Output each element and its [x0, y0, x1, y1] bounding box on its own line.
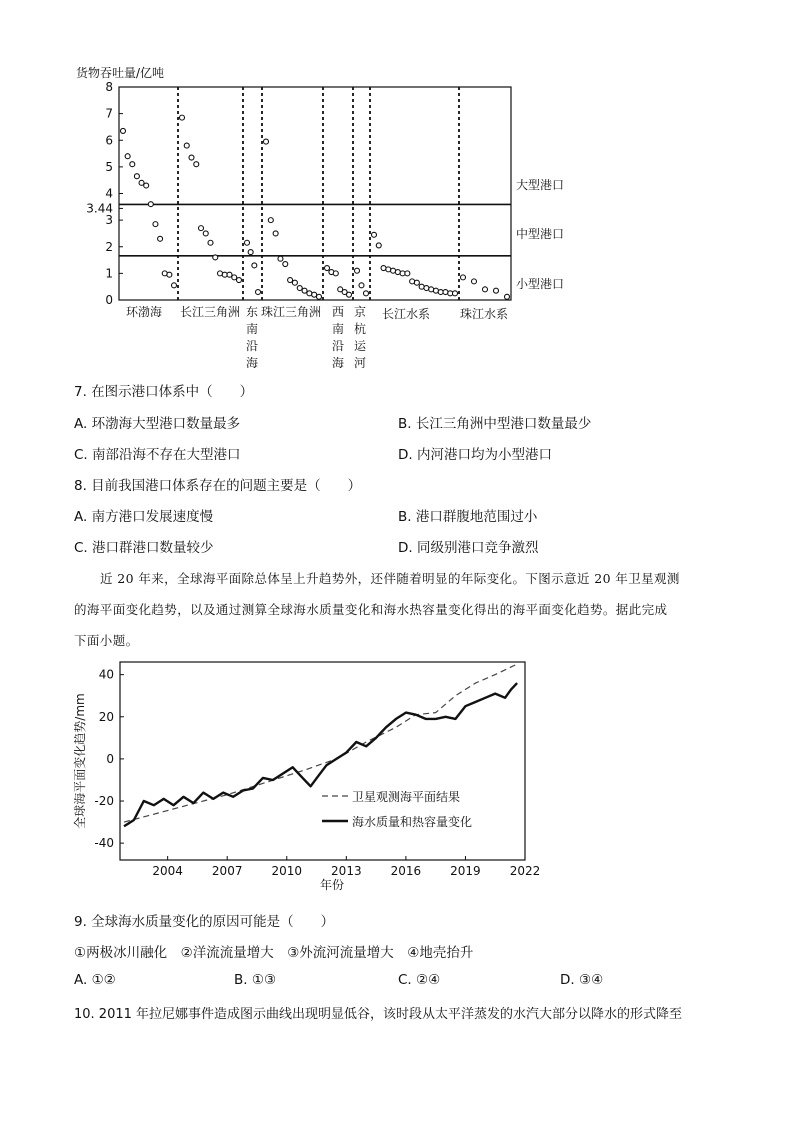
question-9-option-c[interactable]: C. ②④ — [398, 972, 441, 988]
port-data-point — [461, 275, 466, 280]
chart2-y-tick-label: 0 — [106, 751, 114, 766]
port-data-point — [297, 286, 302, 291]
port-data-point — [148, 202, 153, 207]
port-data-point — [505, 294, 510, 299]
port-data-point — [364, 291, 369, 296]
zone-label-medium: 中型港口 — [516, 227, 565, 241]
zone-label-large: 大型港口 — [516, 178, 565, 192]
port-data-point — [278, 256, 283, 261]
chart1-y-tick-label: 3.44 — [86, 201, 113, 216]
region-label-pearl-system: 珠江水系 — [460, 307, 509, 321]
chart2-y-tick-label: 40 — [98, 667, 114, 682]
port-data-point — [264, 139, 269, 144]
chart2-x-tick-label: 2013 — [331, 864, 362, 878]
region-label-yangtze-system: 长江水系 — [382, 307, 431, 321]
question-9-option-a[interactable]: A. ①② — [74, 972, 116, 988]
question-7-option-b[interactable]: B. 长江三角洲中型港口数量最少 — [398, 416, 592, 432]
sea-level-trend-chart — [60, 655, 540, 900]
port-data-point — [252, 263, 257, 268]
chart2-plot-frame — [120, 662, 525, 860]
chart2-y-tick-label: -20 — [94, 794, 114, 809]
port-data-point — [199, 226, 204, 231]
chart1-y-tick-label: 7 — [105, 106, 113, 121]
port-data-point — [273, 231, 278, 236]
chart1-y-tick-label: 2 — [105, 239, 113, 254]
port-data-point — [245, 240, 250, 245]
passage-line-1: 近 20 年来，全球海平面除总体呈上升趋势外，还伴随着明显的年际变化。下图示意近 20 年卫星观测 — [100, 571, 680, 586]
mass-heat-capacity-series — [124, 683, 517, 826]
port-data-point — [232, 275, 237, 280]
chart2-x-tick-label: 2016 — [390, 864, 422, 878]
port-data-point — [376, 243, 381, 248]
port-data-point — [292, 280, 297, 285]
port-data-point — [194, 162, 199, 167]
port-data-point — [248, 250, 253, 255]
port-data-point — [414, 280, 419, 285]
port-data-point — [125, 154, 130, 159]
passage-line-2: 的海平面变化趋势，以及通过测算全球海水质量变化和海水热容量变化得出的海平面变化趋势。据此完成 — [74, 602, 668, 617]
chart2-x-tick-label: 2022 — [509, 864, 540, 878]
question-7-option-c[interactable]: C. 南部沿海不存在大型港口 — [74, 447, 241, 463]
region-label-southeast-coast: 东南沿海 — [245, 305, 259, 370]
chart2-x-tick-label: 2019 — [450, 864, 481, 878]
legend-mass-heat-label: 海水质量和热容量变化 — [352, 815, 473, 829]
port-data-point — [317, 294, 322, 299]
question-8-option-b[interactable]: B. 港口群腹地范围过小 — [398, 509, 538, 525]
port-data-point — [347, 292, 352, 297]
port-data-point — [153, 222, 158, 227]
question-7-stem: 7. 在图示港口体系中（ ） — [74, 384, 254, 400]
port-data-point — [355, 268, 360, 273]
port-data-point — [288, 278, 293, 283]
question-7-option-a[interactable]: A. 环渤海大型港口数量最多 — [74, 416, 241, 432]
legend-satellite-label: 卫星观测海平面结果 — [352, 790, 461, 804]
port-data-point — [130, 162, 135, 167]
question-8-stem: 8. 目前我国港口体系存在的问题主要是（ ） — [74, 478, 362, 494]
question-8-option-d[interactable]: D. 同级别港口竞争激烈 — [398, 540, 539, 556]
question-9-stem: 9. 全球海水质量变化的原因可能是（ ） — [74, 914, 335, 930]
port-data-point — [302, 288, 307, 293]
port-data-point — [184, 143, 189, 148]
chart1-y-tick-label: 5 — [105, 159, 113, 174]
port-data-point — [237, 278, 242, 283]
question-8-option-c[interactable]: C. 港口群港口数量较少 — [74, 540, 214, 556]
chart1-y-tick-label: 3 — [105, 213, 113, 228]
port-data-point — [312, 292, 317, 297]
port-data-point — [372, 232, 377, 237]
port-data-point — [172, 283, 177, 288]
region-label-southwest-coast: 西南沿海 — [331, 305, 345, 370]
chart2-y-tick-label: 20 — [98, 709, 114, 724]
port-data-point — [158, 236, 163, 241]
region-label-yangtze-delta: 长江三角洲 — [180, 305, 241, 319]
port-data-point — [121, 128, 126, 133]
chart2-x-tick-label: 2007 — [211, 864, 243, 878]
port-data-point — [180, 115, 185, 120]
region-label-bohai: 环渤海 — [126, 305, 163, 319]
port-data-point — [494, 288, 499, 293]
port-data-point — [359, 283, 364, 288]
chart1-y-tick-label: 8 — [105, 80, 113, 94]
question-10-stem: 10. 2011 年拉尼娜事件造成图示曲线出现明显低谷，该时段从太平洋蒸发的水汽大部分以降水的形式降至 — [74, 1007, 683, 1022]
port-data-point — [203, 231, 208, 236]
question-9-option-d[interactable]: D. ③④ — [560, 972, 604, 988]
port-data-point — [167, 272, 172, 277]
chart2-x-tick-label: 2004 — [152, 864, 183, 878]
port-data-point — [208, 240, 213, 245]
question-9-option-b[interactable]: B. ①③ — [234, 972, 277, 988]
chart1-y-tick-label: 4 — [105, 186, 113, 201]
port-data-point — [213, 255, 218, 260]
port-data-point — [483, 287, 488, 292]
region-label-pearl-delta: 珠江三角洲 — [261, 305, 322, 319]
chart1-y-tick-label: 1 — [105, 266, 113, 281]
port-data-point — [453, 291, 458, 296]
port-data-point — [256, 290, 261, 295]
port-data-point — [189, 155, 194, 160]
port-data-point — [268, 218, 273, 223]
zone-label-small: 小型港口 — [516, 277, 565, 291]
question-7-option-d[interactable]: D. 内河港口均为小型港口 — [398, 447, 552, 463]
chart2-y-tick-label: -40 — [94, 836, 114, 851]
port-data-point — [307, 291, 312, 296]
chart2-x-tick-label: 2010 — [271, 864, 303, 878]
port-data-point — [283, 262, 288, 267]
question-9-items: ①两极冰川融化 ②洋流流量增大 ③外流河流量增大 ④地壳抬升 — [74, 945, 474, 961]
port-data-point — [325, 266, 330, 271]
chart2-y-axis-title: 全球海平面变化趋势/mm — [73, 693, 87, 829]
question-8-option-a[interactable]: A. 南方港口发展速度慢 — [74, 509, 214, 525]
port-throughput-chart — [0, 0, 794, 370]
port-data-point — [144, 183, 149, 188]
chart2-x-axis-title: 年份 — [319, 878, 345, 892]
chart1-y-tick-label: 6 — [105, 133, 113, 148]
port-data-point — [227, 272, 232, 277]
chart1-y-axis-title: 货物吞吐量/亿吨 — [76, 66, 165, 80]
port-data-point — [333, 271, 338, 276]
port-data-point — [472, 279, 477, 284]
port-data-point — [134, 174, 139, 179]
passage-line-3: 下面小题。 — [74, 633, 139, 648]
region-label-grand-canal: 京杭运河 — [353, 305, 367, 370]
chart1-y-tick-label: 0 — [105, 293, 113, 307]
port-data-point — [405, 271, 410, 276]
